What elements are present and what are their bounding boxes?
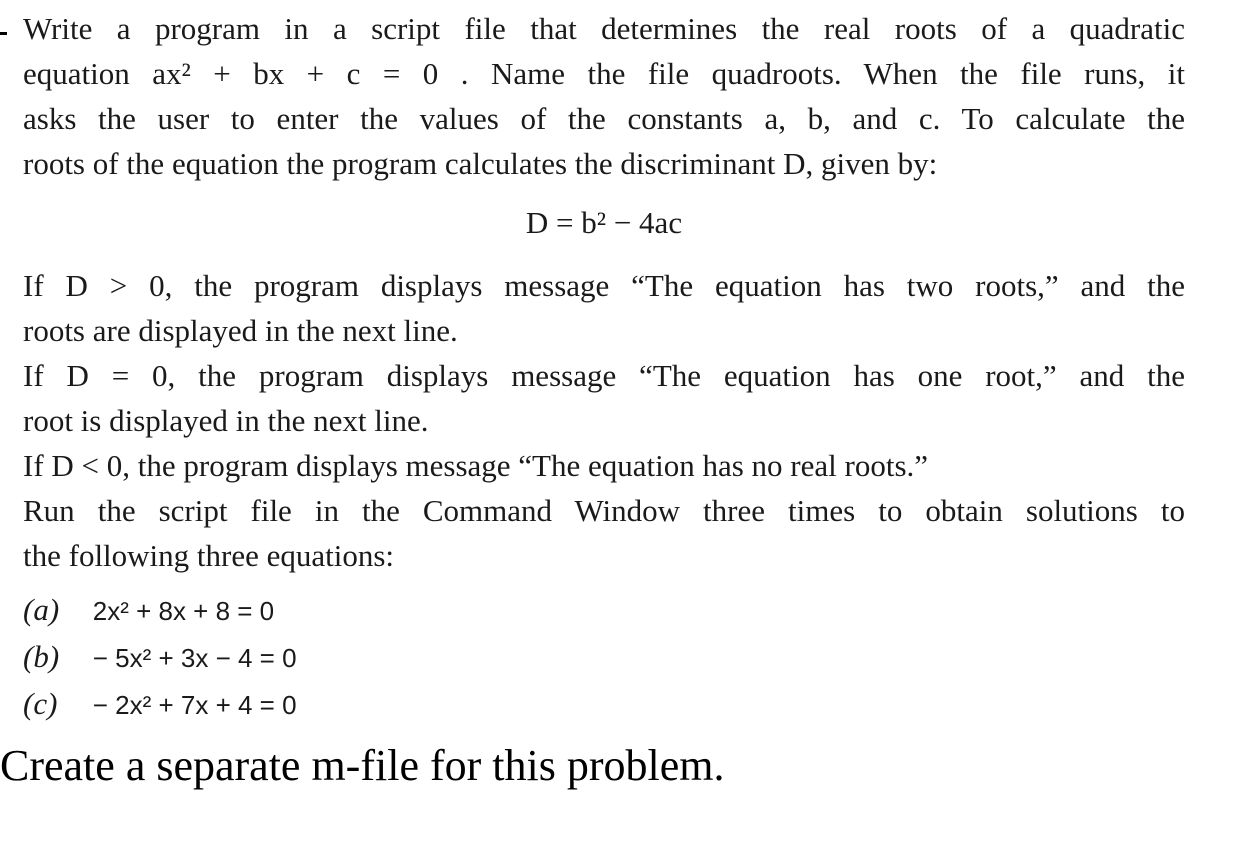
- equation-expr-a: 2x² + 8x + 8 = 0: [92, 596, 275, 626]
- intro-line-1: Write a program in a script file that determines the real roots of a quadratic: [23, 11, 1185, 46]
- equation-label-a: (a): [23, 592, 60, 627]
- case-zero-line-1: If D = 0, the program displays message “The equation has one root,” and the: [23, 358, 1185, 393]
- case-zero: [23, 353, 1185, 443]
- case-positive-line-2: roots are displayed in the next line.: [23, 313, 458, 348]
- equation-label-b: (b): [23, 639, 60, 674]
- footer-instruction: Create a separate m-file for this problem.: [0, 741, 725, 790]
- run-line-1: Run the script file in the Command Window three times to obtain solutions to: [23, 493, 1185, 528]
- run-line-2: the following three equations:: [23, 538, 395, 573]
- equation-c: [23, 680, 1185, 727]
- equation-a: [23, 586, 1185, 633]
- case-positive-line-1: If D > 0, the program displays message “The equation has two roots,” and the: [23, 268, 1185, 303]
- equation-b: [23, 633, 1185, 680]
- equation-expr-c: − 2x² + 7x + 4 = 0: [92, 690, 297, 720]
- intro-line-4: roots of the equation the program calculates the discriminant D, given by:: [23, 146, 938, 181]
- equation-expr-b: − 5x² + 3x − 4 = 0: [92, 643, 297, 673]
- problem-statement: [23, 6, 1185, 727]
- case-negative-line-1: If D < 0, the program displays message “The equation has no real roots.”: [23, 448, 929, 483]
- intro-paragraph: [23, 6, 1185, 186]
- equation-list: [23, 586, 1185, 727]
- intro-line-3: asks the user to enter the values of the constants a, b, and c. To calculate the: [23, 101, 1185, 136]
- run-instructions: [23, 488, 1185, 578]
- margin-tick-mark: [0, 32, 7, 35]
- case-zero-line-2: root is displayed in the next line.: [23, 403, 429, 438]
- discriminant-equation: D = b² − 4ac: [525, 205, 683, 240]
- case-positive: [23, 263, 1185, 353]
- equation-label-c: (c): [23, 686, 58, 721]
- intro-line-2: equation ax² + bx + c = 0 . Name the file quadroots. When the file runs, it: [23, 56, 1185, 91]
- case-negative: [23, 443, 1185, 488]
